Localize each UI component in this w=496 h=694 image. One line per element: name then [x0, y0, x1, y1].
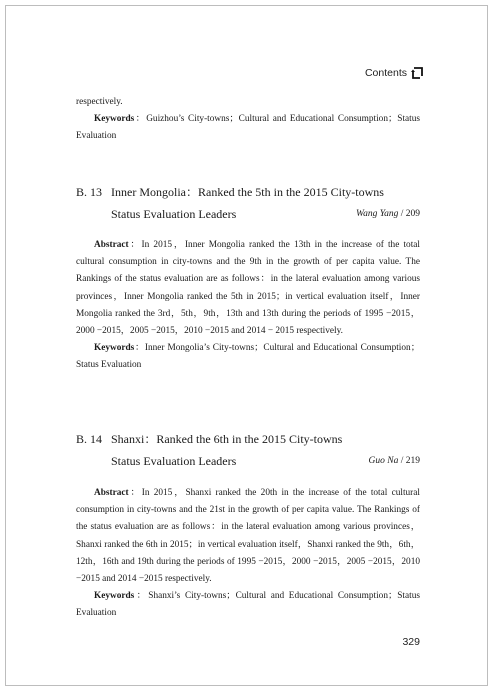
section-body-b14: [76, 485, 420, 623]
keywords-label: Keywords: [94, 114, 135, 125]
top-continuation-block: [76, 94, 420, 146]
page-ref: / 209: [398, 209, 420, 219]
section-body-b13: [76, 237, 420, 375]
abstract-label: Abstract: [94, 488, 129, 498]
section-title-line1: [76, 181, 420, 203]
keywords-paragraph: [76, 588, 420, 622]
page-ref: / 219: [398, 456, 420, 466]
abstract-text: ：In 2015，Inner Mongolia ranked the 13th in the increase of the total cultural consumption in city-towns and the 9th in the growth of per capita value. The Rankings of the status evaluation are as follows：in the lateral evaluation among various provinces，Inner Mongolia ranked the 5th in 2015；in vertical evaluation itself，Inner Mongolia ranked the 3rd，5th，9th，13th and 13th during the periods of 1995 −2015，2000 −2015，2005 −2015，2010 −2015 and 2014 − 2015 respectively.: [76, 240, 420, 337]
continuation-text: respectively.: [76, 97, 123, 107]
abstract-paragraph: [76, 237, 420, 340]
section-title-line1: [76, 428, 420, 450]
return-arrow-icon: [411, 67, 424, 79]
section-title-line2: [76, 450, 420, 472]
keywords-label: Keywords: [94, 343, 135, 354]
author-name: Wang Yang: [356, 209, 399, 219]
section-title: Shanxi：Ranked the 6th in the 2015 City-towns: [111, 432, 343, 446]
keywords-paragraph: [76, 111, 420, 145]
keywords-paragraph: [76, 340, 420, 374]
section-title: Inner Mongolia：Ranked the 5th in the 2015 City-towns: [111, 185, 384, 199]
keywords-text: ：Guizhou’s City-towns；Cultural and Educational Consumption；Status Evaluation: [76, 114, 420, 142]
author-name: Guo Na: [368, 456, 399, 466]
author-page-ref: [356, 203, 420, 225]
section-title-continued: Status Evaluation Leaders: [111, 207, 237, 221]
contents-label: Contents: [364, 67, 407, 79]
keywords-text: ：Inner Mongolia’s City-towns；Cultural and Educational Consumption；Status Evaluation: [76, 343, 420, 371]
abstract-label: Abstract: [94, 240, 129, 250]
section-number: B. 13: [76, 185, 103, 199]
section-title-continued: Status Evaluation Leaders: [111, 454, 237, 468]
keywords-text: ：Shanxi’s City-towns；Cultural and Educational Consumption；Status Evaluation: [76, 591, 420, 619]
section-heading-b13[interactable]: [76, 181, 420, 225]
contents-link[interactable]: [365, 67, 424, 79]
author-page-ref: [369, 450, 420, 472]
section-title-line2: [76, 203, 420, 225]
section-number: B. 14: [76, 432, 103, 446]
page-number: 329: [402, 636, 420, 648]
section-heading-b14[interactable]: [76, 428, 420, 472]
keywords-label: Keywords: [94, 591, 135, 602]
abstract-text: ：In 2015，Shanxi ranked the 20th in the increase of the total cultural consumption in city-towns and the 21st in the growth of per capita value. The Rankings of the status evaluation are as follows：in the lateral evaluation among various provinces，Shanxi ranked the 6th in 2015；in vertical evaluation itself，Shanxi ranked the 9th，6th，12th，16th and 19th during the periods of 1995 −2015，2000 −2015，2005 −2015，2010 −2015 and 2014 −2015 respectively.: [76, 488, 420, 585]
abstract-paragraph: [76, 485, 420, 588]
